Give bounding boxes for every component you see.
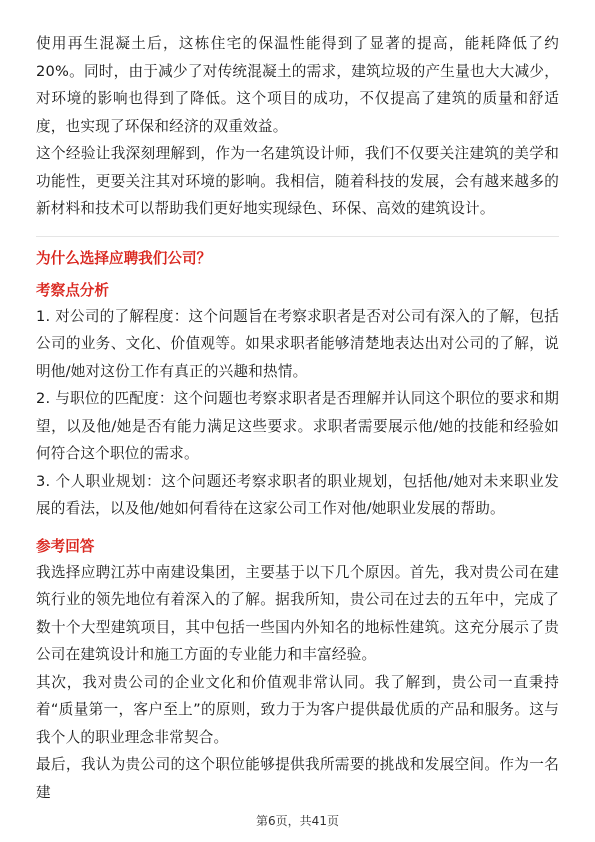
answer-paragraph: 其次，我对贵公司的企业文化和价值观非常认同。我了解到，贵公司一直秉持着“质量第一，客户至上”的原则，致力于为客户提供最优质的产品和服务。这与我个人的职业理念非常契合。 xyxy=(36,673,559,746)
analysis-heading: 考察点分析 xyxy=(36,281,109,299)
analysis-item: 2. 与职位的匹配度：这个问题也考察求职者是否理解并认同这个职位的要求和期望，以及他/她是否有能力满足这些要求。求职者需要展示他/她的技能和经验如何符合这个职位的需求。 xyxy=(36,390,559,462)
page-number: 第6页，共41页 xyxy=(256,814,339,828)
section-divider xyxy=(36,236,559,237)
document-page xyxy=(36,30,559,806)
analysis-item: 1. 对公司的了解程度：这个问题旨在考察求职者是否对公司有深入的了解，包括公司的业务、文化、价值观等。如果求职者能够清楚地表达出对公司的了解，说明他/她对这份工作有真正的兴趣和热情。 xyxy=(36,307,559,380)
intro-paragraph: 使用再生混凝土后，这栋住宅的保温性能得到了显著的提高，能耗降低了约20%。同时，由于减少了对传统混凝土的需求，建筑垃圾的产生量也大大减少，对环境的影响也得到了降低。这个项目的成功，不仅提高了建筑的质量和舒适度，也实现了环保和经济的双重效益。 xyxy=(36,35,559,135)
answer-paragraph: 最后，我认为贵公司的这个职位能够提供我所需要的挑战和发展空间。作为一名建 xyxy=(36,756,559,801)
intro-paragraph: 这个经验让我深刻理解到，作为一名建筑设计师，我们不仅要关注建筑的美学和功能性，更要关注其对环境的影响。我相信，随着科技的发展，会有越来越多的新材料和技术可以帮助我们更好地实现绿色、环保、高效的建筑设计。 xyxy=(36,145,559,217)
answer-heading: 参考回答 xyxy=(36,537,95,555)
analysis-item: 3. 个人职业规划：这个问题还考察求职者的职业规划，包括他/她对未来职业发展的看法，以及他/她如何看待在这家公司工作对他/她职业发展的帮助。 xyxy=(36,472,559,517)
question-title: 为什么选择应聘我们公司？ xyxy=(36,249,212,267)
answer-paragraph: 我选择应聘江苏中南建设集团，主要基于以下几个原因。首先，我对贵公司在建筑行业的领先地位有着深入的了解。据我所知，贵公司在过去的五年中，完成了数十个大型建筑项目，其中包括一些国内外知名的地标性建筑。这充分展示了贵公司在建筑设计和施工方面的专业能力和丰富经验。 xyxy=(36,563,559,663)
